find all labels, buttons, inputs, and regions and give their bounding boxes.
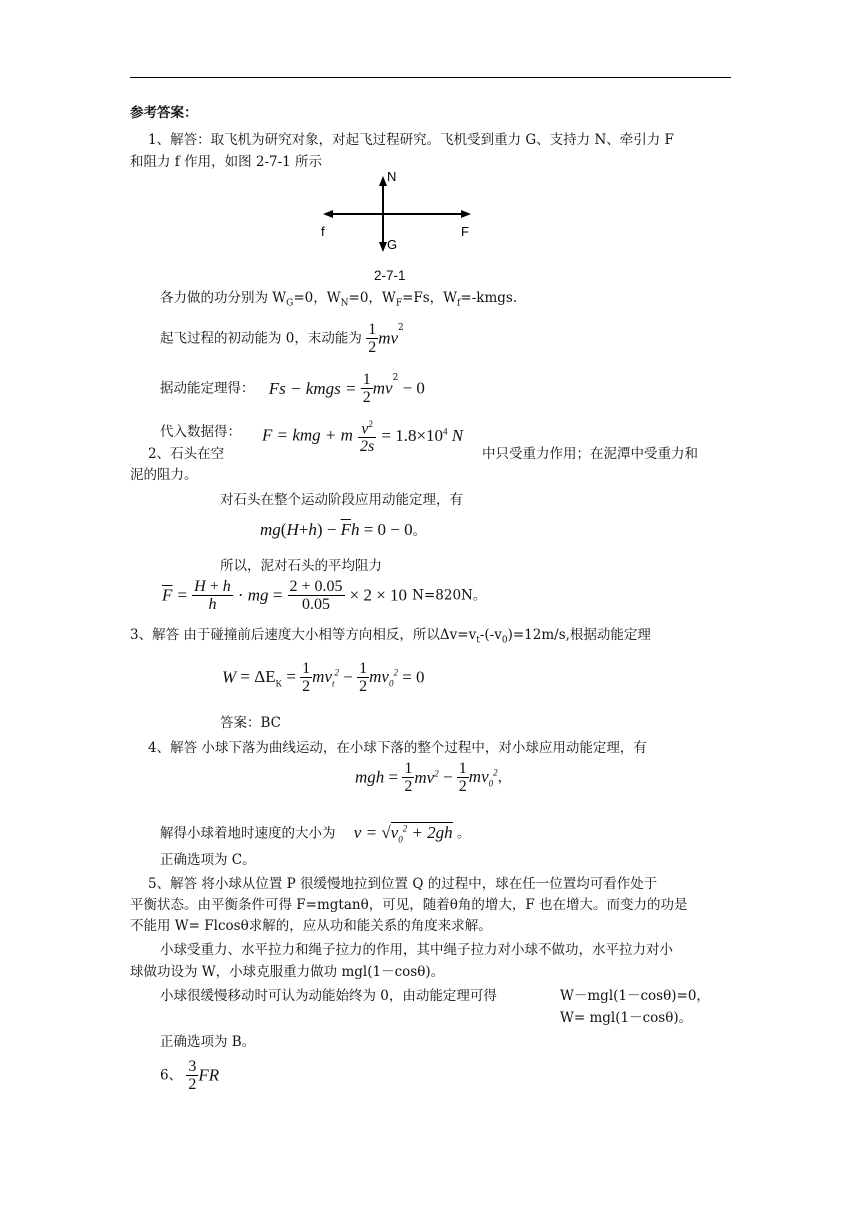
q5-answer: 正确选项为 B。: [160, 1034, 256, 1050]
q5-p1-l1: 5、解答 将小球从位置 P 很缓慢地拉到位置 Q 的过程中，球在任一位置均可看作处于: [148, 876, 658, 892]
q2-eq: $mg(H+h) - \overline{F}h = 0 - 0$。: [260, 520, 427, 539]
q2-line-end: 中只受重力作用；在泥潭中受重力和: [482, 446, 698, 462]
q2-line4: 所以，泥对石头的平均阻力: [220, 558, 382, 574]
q1-work-line: 各力做的功分别为 $W_G=0$，$W_N=0$，$W_F=Fs$，$W_f=$-kmgs.: [160, 290, 518, 309]
q2-line2: 泥的阻力。: [130, 467, 198, 483]
label-G: G: [387, 237, 398, 252]
q5-p1-l3: 不能用 W= Flcosθ求解的，应从功和能关系的角度来求解。: [130, 918, 492, 934]
diagram-caption: 2-7-1: [374, 268, 406, 283]
q1-line1: 1、解答：取飞机为研究对象，对起飞过程研究。飞机受到重力 G、支持力 N、牵引力 F: [148, 132, 674, 148]
q3-line1: 3、解答 由于碰撞前后速度大小相等方向相反，所以$\Delta v=v_t-(-v_0)=12m/s$,根据动能定理: [130, 627, 651, 646]
q2-result-expr: $\overline{F}$ = $\frac{H + h}{h}$ · mg = $\frac{2 + 0.05}{0.05}$ × 2 × 10 N=820N。: [162, 578, 487, 613]
q6-line: 6、 $\frac{3}{2}$ FR: [160, 1058, 220, 1093]
fraction-half: $\frac{1}{2}$: [368, 321, 377, 356]
q5-p2-l1: 小球受重力、水平拉力和绳子拉力的作用，其中绳子拉力对小球不做功，水平拉力对小: [160, 942, 673, 958]
q5-p3-eq1: W－mgl(1－cosθ)=0，: [560, 988, 710, 1004]
q1-ke-line: 起飞过程的初动能为 0，末动能为 $\frac{1}{2}$ $mv^2$: [160, 321, 404, 356]
q3-eq: $W = \Delta E_K$ = $\frac{1}{2}$ $mv_t^2$ − $\frac{1}{2}$ $mv_0^2 = 0$: [222, 660, 425, 695]
q2-line3: 对石头在整个运动阶段应用动能定理，有: [220, 492, 463, 508]
q4-eq: mgh = $\frac{1}{2}$ $mv^2$ − $\frac{1}{2}$ $mv_0^2$，: [355, 760, 512, 795]
label-F: F: [461, 224, 469, 239]
q1-sub-line: 代入数据得：: [160, 424, 241, 440]
q5-p1-l2: 平衡状态。由平衡条件可得 F=mgtanθ，可见，随着θ角的增大，F 也在增大。而变力的功是: [130, 897, 688, 913]
q3-answer: 答案：BC: [220, 715, 282, 731]
q5-p3-l1: 小球很缓慢移动时可认为动能始终为 0，由动能定理可得: [160, 988, 497, 1004]
answer-heading: 参考答案：: [130, 105, 198, 121]
q4-line2: 解得小球着地时速度的大小为 $v = √v_0^2 + 2gh$ 。: [160, 822, 471, 845]
top-rule: [130, 77, 731, 78]
q4-line1: 4、解答 小球下落为曲线运动，在小球下落的整个过程中，对小球应用动能定理，有: [148, 740, 647, 756]
label-N: N: [387, 169, 397, 184]
label-f: f: [321, 224, 325, 239]
q1-line2: 和阻力 f 作用，如图 2-7-1 所示: [130, 154, 323, 170]
q4-answer: 正确选项为 C。: [160, 852, 256, 868]
q5-p2-l2: 球做功设为 W，小球克服重力做功 mgl(1－cosθ)。: [130, 964, 445, 980]
q1-theorem-line: 据动能定理得： Fs − kmgs = $\frac{1}{2}$ $mv^2 - 0$: [160, 371, 425, 406]
q5-p3-eq2: W= mgl(1－cosθ)。: [560, 1010, 693, 1026]
force-diagram: [315, 166, 480, 266]
q1-sub-expr: F = kmg + m $\frac{v^2}{2s}$ = $1.8\times 10^4$ N: [262, 416, 463, 455]
q2-line-start: 2、石头在空: [148, 446, 225, 462]
